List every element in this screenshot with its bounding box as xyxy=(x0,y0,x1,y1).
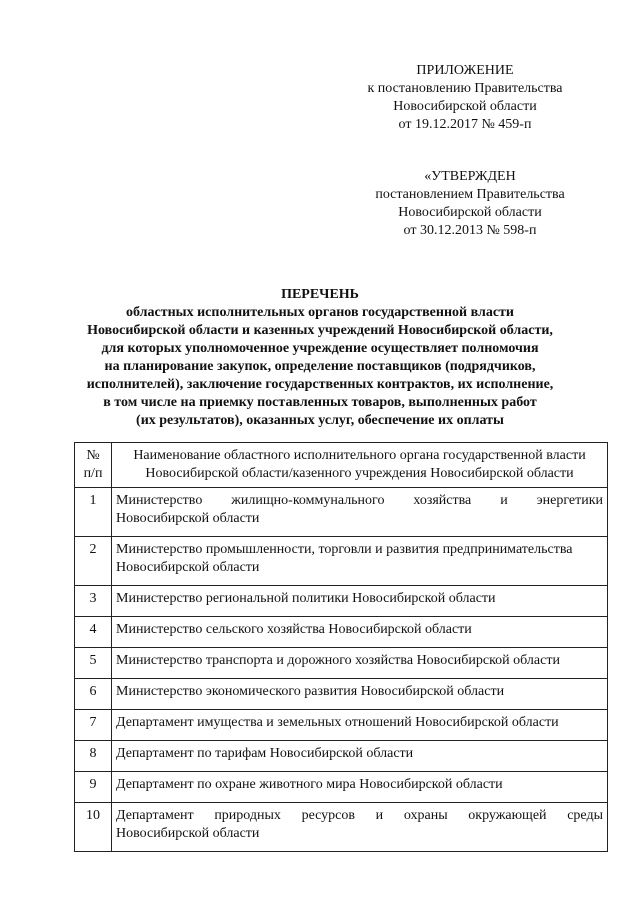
appendix-line-2: Новосибирской области xyxy=(393,99,537,114)
table-row xyxy=(75,648,608,679)
appendix-line-1: к постановлению Правительства xyxy=(367,81,563,96)
row-number: 10 xyxy=(75,803,112,852)
row-number: 9 xyxy=(75,772,112,803)
row-name xyxy=(112,537,608,586)
header-name-cell xyxy=(112,443,608,488)
heading-title: ПЕРЕЧЕНЬ xyxy=(281,287,359,302)
row-number: 6 xyxy=(75,679,112,710)
row-name: Министерство сельского хозяйства Новосибирской области xyxy=(112,617,608,648)
document-heading xyxy=(70,286,570,430)
heading-line-3: для которых уполномоченное учреждение осуществляет полномочия xyxy=(101,341,539,356)
heading-line-2: Новосибирской области и казенных учреждений Новосибирской области, xyxy=(87,323,553,338)
agencies-table xyxy=(74,442,608,852)
table-row xyxy=(75,679,608,710)
row-name: Министерство экономического развития Новосибирской области xyxy=(112,679,608,710)
row-number: 7 xyxy=(75,710,112,741)
row-number: 4 xyxy=(75,617,112,648)
row-name: Департамент по охране животного мира Новосибирской области xyxy=(112,772,608,803)
heading-line-6: в том числе на приемку поставленных товаров, выполненных работ xyxy=(103,395,537,410)
header-number-cell xyxy=(75,443,112,488)
header-name-line-1: Наименование областного исполнительного органа государственной власти xyxy=(133,448,586,463)
row-number: 3 xyxy=(75,586,112,617)
row-name-line-2: Новосибирской области xyxy=(116,511,260,526)
heading-line-5: исполнителей), заключение государственных контрактов, их исполнение, xyxy=(86,377,554,392)
heading-line-7: (их результатов), оказанных услуг, обеспечение их оплаты xyxy=(136,413,504,428)
header-name-line-2: Новосибирской области/казенного учреждения Новосибирской области xyxy=(145,466,574,481)
approved-block xyxy=(370,168,570,240)
row-name-line-2: Новосибирской области xyxy=(116,560,260,575)
approved-title: «УТВЕРЖДЕН xyxy=(424,169,516,184)
row-name-line-1: Департамент природных ресурсов и охраны окружающей среды xyxy=(116,808,603,823)
table-header-row xyxy=(75,443,608,488)
row-name: Министерство транспорта и дорожного хозяйства Новосибирской области xyxy=(112,648,608,679)
row-name: Департамент по тарифам Новосибирской области xyxy=(112,741,608,772)
approved-line-1: постановлением Правительства xyxy=(375,187,565,202)
table-row xyxy=(75,586,608,617)
appendix-block xyxy=(360,62,570,134)
heading-line-4: на планирование закупок, определение поставщиков (подрядчиков, xyxy=(104,359,536,374)
row-name-line-1: Министерство промышленности, торговли и развития предпринимательства xyxy=(116,542,573,557)
appendix-line-3: от 19.12.2017 № 459-п xyxy=(398,117,532,132)
table-row xyxy=(75,537,608,586)
row-name-line-2: Новосибирской области xyxy=(116,826,260,841)
row-name-line-1: Министерство жилищно-коммунального хозяйства и энергетики xyxy=(116,493,603,508)
header-number-sign: № xyxy=(86,448,100,463)
table-row xyxy=(75,710,608,741)
row-number: 2 xyxy=(75,537,112,586)
table-row xyxy=(75,617,608,648)
table-row xyxy=(75,803,608,852)
row-number: 1 xyxy=(75,488,112,537)
table-row xyxy=(75,741,608,772)
appendix-title: ПРИЛОЖЕНИЕ xyxy=(416,63,514,78)
row-number: 8 xyxy=(75,741,112,772)
header-number-abbr: п/п xyxy=(83,466,103,481)
heading-line-1: областных исполнительных органов государственной власти xyxy=(126,305,514,320)
approved-line-3: от 30.12.2013 № 598-п xyxy=(403,223,537,238)
table-row xyxy=(75,772,608,803)
row-name xyxy=(112,488,608,537)
row-number: 5 xyxy=(75,648,112,679)
row-name: Департамент имущества и земельных отношений Новосибирской области xyxy=(112,710,608,741)
table-row xyxy=(75,488,608,537)
row-name: Министерство региональной политики Новосибирской области xyxy=(112,586,608,617)
row-name xyxy=(112,803,608,852)
approved-line-2: Новосибирской области xyxy=(398,205,542,220)
